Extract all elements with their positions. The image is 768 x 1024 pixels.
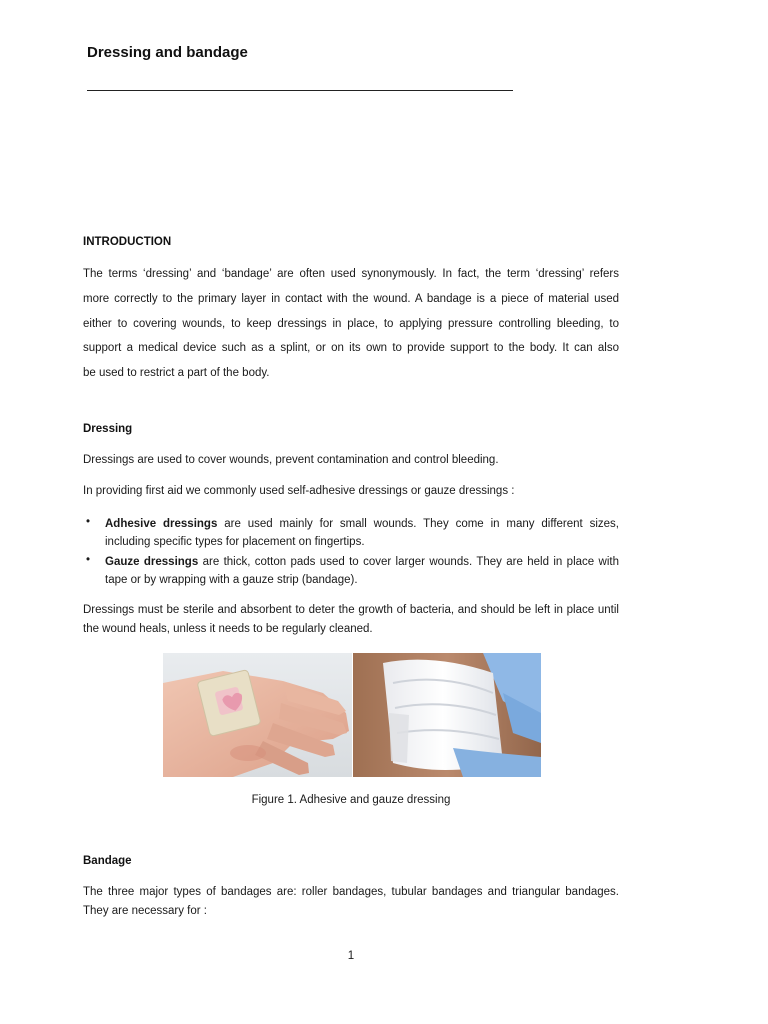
bullet-marker: • <box>86 516 91 528</box>
bullet-description: are used mainly for small wounds. They come in many different sizes, including specific types for placement on fingertips. <box>105 518 620 548</box>
figure-caption: Figure 1. Adhesive and gauze dressing <box>251 794 451 806</box>
intro-line: be used to restrict a part of the body. <box>83 367 270 379</box>
bullet-item-adhesive <box>105 515 619 551</box>
bandage-heading: Bandage <box>83 855 132 867</box>
bandage-paragraph: The three major types of bandages are: roller bandages, tubular bandages and triangular bandages. They are necessary for : <box>83 886 619 917</box>
document-title: Dressing and bandage <box>87 44 248 61</box>
intro-line: more correctly to the primary layer in contact with the wound. A bandage is a piece of material used <box>83 293 619 305</box>
bullet-item-gauze <box>105 553 619 589</box>
dressing-paragraph: Dressings are used to cover wounds, prevent contamination and control bleeding. <box>83 454 499 466</box>
dressing-heading: Dressing <box>83 423 133 435</box>
title-underline <box>87 90 513 91</box>
gauze-dressing-photo <box>353 653 541 777</box>
dressing-paragraph: In providing first aid we commonly used self-adhesive dressings or gauze dressings : <box>83 485 515 497</box>
page-number: 1 <box>347 950 355 962</box>
intro-heading: INTRODUCTION <box>83 236 172 248</box>
bullet-term: Gauze dressings <box>105 556 199 568</box>
bullet-term: Adhesive dressings <box>105 518 218 530</box>
dressing-paragraph: Dressings must be sterile and absorbent to deter the growth of bacteria, and should be left in place until the wound heals, unless it needs to be regularly cleaned. <box>83 604 619 635</box>
intro-line: support a medical device such as a splint, or on its own to provide support to the body. It can also <box>83 342 619 354</box>
intro-line: The terms ‘dressing’ and ‘bandage’ are often used synonymously. In fact, the term ‘dressing’ refers <box>83 268 619 280</box>
intro-line: either to covering wounds, to keep dressings in place, to applying pressure controlling bleeding, to <box>83 318 619 330</box>
bullet-marker: • <box>86 554 91 566</box>
bullet-description: are thick, cotton pads used to cover larger wounds. They are held in place with tape or by wrapping with a gauze strip (bandage). <box>105 556 619 586</box>
adhesive-dressing-photo <box>163 653 352 777</box>
